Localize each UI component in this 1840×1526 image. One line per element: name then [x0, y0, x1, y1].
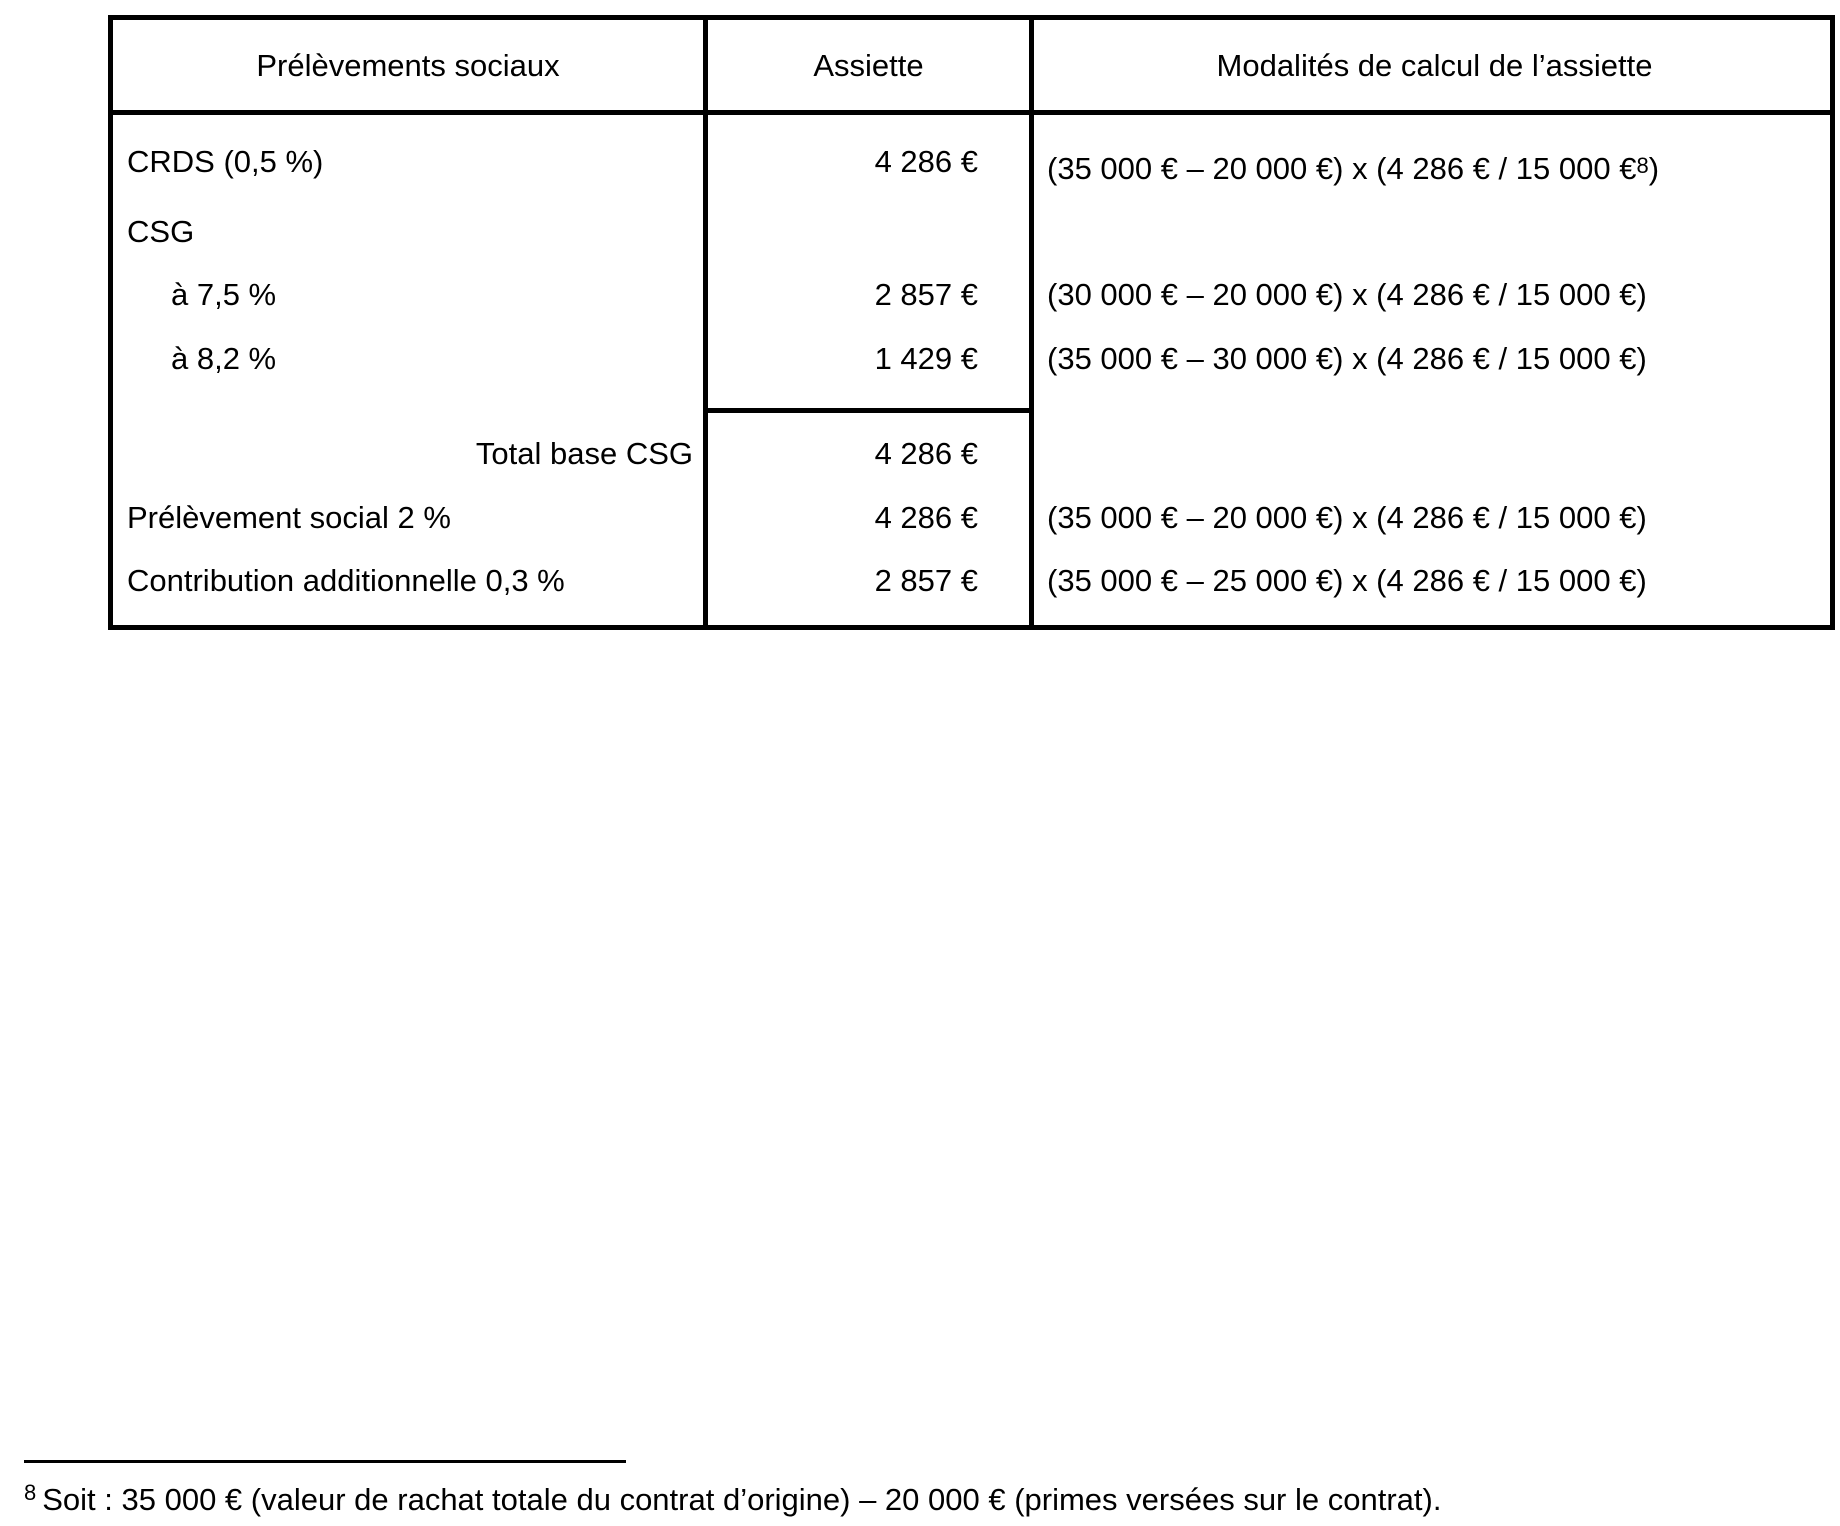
row-formula-prelevement-social: (35 000 € – 20 000 €) x (4 286 € / 15 000 €) — [1047, 500, 1647, 535]
header-modalites: Modalités de calcul de l’assiette — [1216, 48, 1653, 83]
row-label-contribution: Contribution additionnelle 0,3 % — [127, 563, 565, 598]
row-formula-csg-8-2: (35 000 € – 30 000 €) x (4 286 € / 15 000 €) — [1047, 341, 1647, 376]
header-prelevements: Prélèvements sociaux — [256, 48, 560, 83]
row-assiette-csg-7-5: 2 857 € — [874, 277, 978, 312]
footnote-ref: 8 — [1636, 153, 1649, 178]
row-label-prelevement-social: Prélèvement social 2 % — [127, 500, 451, 535]
header-divider — [113, 110, 1830, 115]
row-label-csg-7-5: à 7,5 % — [171, 277, 277, 312]
row-formula-csg-7-5: (30 000 € – 20 000 €) x (4 286 € / 15 000 €) — [1047, 277, 1647, 312]
subtotal-divider — [703, 408, 1034, 413]
row-assiette-prelevement-social: 4 286 € — [874, 500, 978, 535]
footnote-text: Soit : 35 000 € (valeur de rachat totale du contrat d’origine) – 20 000 € (primes versées sur le contrat). — [42, 1482, 1442, 1517]
header-assiette: Assiette — [813, 48, 924, 83]
row-label-crds: CRDS (0,5 %) — [127, 144, 324, 179]
row-label-csg-8-2: à 8,2 % — [171, 341, 277, 376]
row-label-total-csg: Total base CSG — [475, 436, 693, 471]
row-assiette-total-csg: 4 286 € — [874, 436, 978, 471]
calculation-table — [108, 15, 1835, 630]
row-label-csg: CSG — [127, 214, 195, 249]
row-assiette-csg-8-2: 1 429 € — [874, 341, 978, 376]
row-assiette-contribution: 2 857 € — [874, 563, 978, 598]
row-assiette-crds: 4 286 € — [874, 144, 978, 179]
footnote — [24, 1482, 1441, 1521]
footnote-separator — [24, 1460, 626, 1463]
row-formula-contribution: (35 000 € – 25 000 €) x (4 286 € / 15 000 €) — [1047, 563, 1647, 598]
row-formula-crds: (35 000 € – 20 000 €) x (4 286 € / 15 000 €$^8$) — [1047, 151, 1660, 186]
footnote-mark: 8 — [24, 1480, 37, 1505]
